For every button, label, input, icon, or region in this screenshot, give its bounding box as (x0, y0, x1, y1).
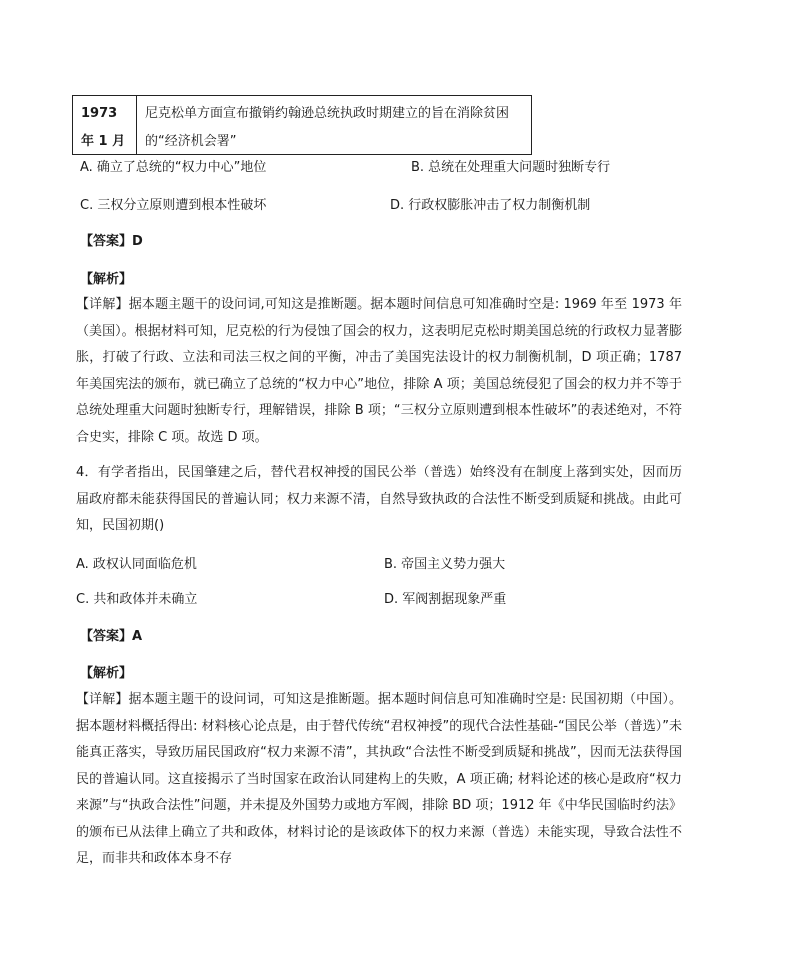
q4-option-d: D. 军阀割据现象严重 (384, 592, 507, 607)
table-date-year: 1973 (81, 106, 118, 121)
q3-option-a: A. 确立了总统的“权力中心”地位 (80, 160, 267, 175)
event-table (72, 95, 532, 155)
table-divider (136, 96, 137, 154)
q4-answer: 【答案】A (80, 629, 143, 644)
q4-detail: 【详解】据本题主题干的设问词，可知这是推断题。据本题时间信息可知准确时空是: 民国初期（中国）。据本题材料概括得出: 材料核心论点是，由于替代传统“君权神授”的现代合法性基础-“国民公举（普选）”未能真正落实，导致历届民国政府“权力来源不清”，其执政“合法性不断受到质疑和挑战”，因而无法获得国民的普遍认同。这直接揭示了当时国家在政治认同建构上的失败，A 项正确; 材料论述的核心是政府“权力来源”与“执政合法性”问题，并未提及外国势力或地方军阀，排除 BD 项；1912 年《中华民国临时约法》的颁布已从法律上确立了共和政体，材料讨论的是该政体下的权力来源（普选）未能实现，导致合法性不足，而非共和政体本身不存 (76, 692, 682, 866)
q4-option-b: B. 帝国主义势力强大 (384, 557, 506, 572)
table-date-cell (81, 100, 133, 156)
q4-option-a: A. 政权认同面临危机 (76, 557, 197, 572)
table-date-month: 年 1 月 (81, 134, 126, 149)
table-event-cell: 尼克松单方面宣布撤销约翰逊总统执政时期建立的旨在消除贫困的“经济机会署” (145, 106, 510, 149)
q4-analysis-label: 【解析】 (80, 666, 133, 681)
q3-option-b: B. 总统在处理重大问题时独断专行 (411, 160, 611, 175)
q4-option-c: C. 共和政体并未确立 (76, 592, 198, 607)
q3-answer: 【答案】D (80, 234, 143, 249)
q3-detail: 【详解】据本题主题干的设问词,可知这是推断题。据本题时间信息可知准确时空是: 1969 年至 1973 年（美国）。根据材料可知，尼克松的行为侵蚀了国会的权力，这表明尼克松时期美国总统的行政权力显著膨胀，打破了行政、立法和司法三权之间的平衡，冲击了美国宪法设计的权力制衡机制，D 项正确；1787 年美国宪法的颁布，就已确立了总统的“权力中心”地位，排除 A 项；美国总统侵犯了国会的权力并不等于总统处理重大问题时独断专行，理解错误，排除 B 项；“三权分立原则遭到根本性破坏”的表述绝对，不符合史实，排除 C 项。故选 D 项。 (76, 297, 682, 445)
q4-stem: 4．有学者指出，民国肇建之后，替代君权神授的国民公举（普选）始终没有在制度上落到实处，因而历届政府都未能获得国民的普遍认同；权力来源不清，自然导致执政的合法性不断受到质疑和挑战。由此可知，民国初期() (76, 465, 682, 533)
q3-option-d: D. 行政权膨胀冲击了权力制衡机制 (390, 198, 591, 213)
q3-analysis-label: 【解析】 (80, 272, 133, 287)
q3-option-c: C. 三权分立原则遭到根本性破坏 (80, 198, 267, 213)
